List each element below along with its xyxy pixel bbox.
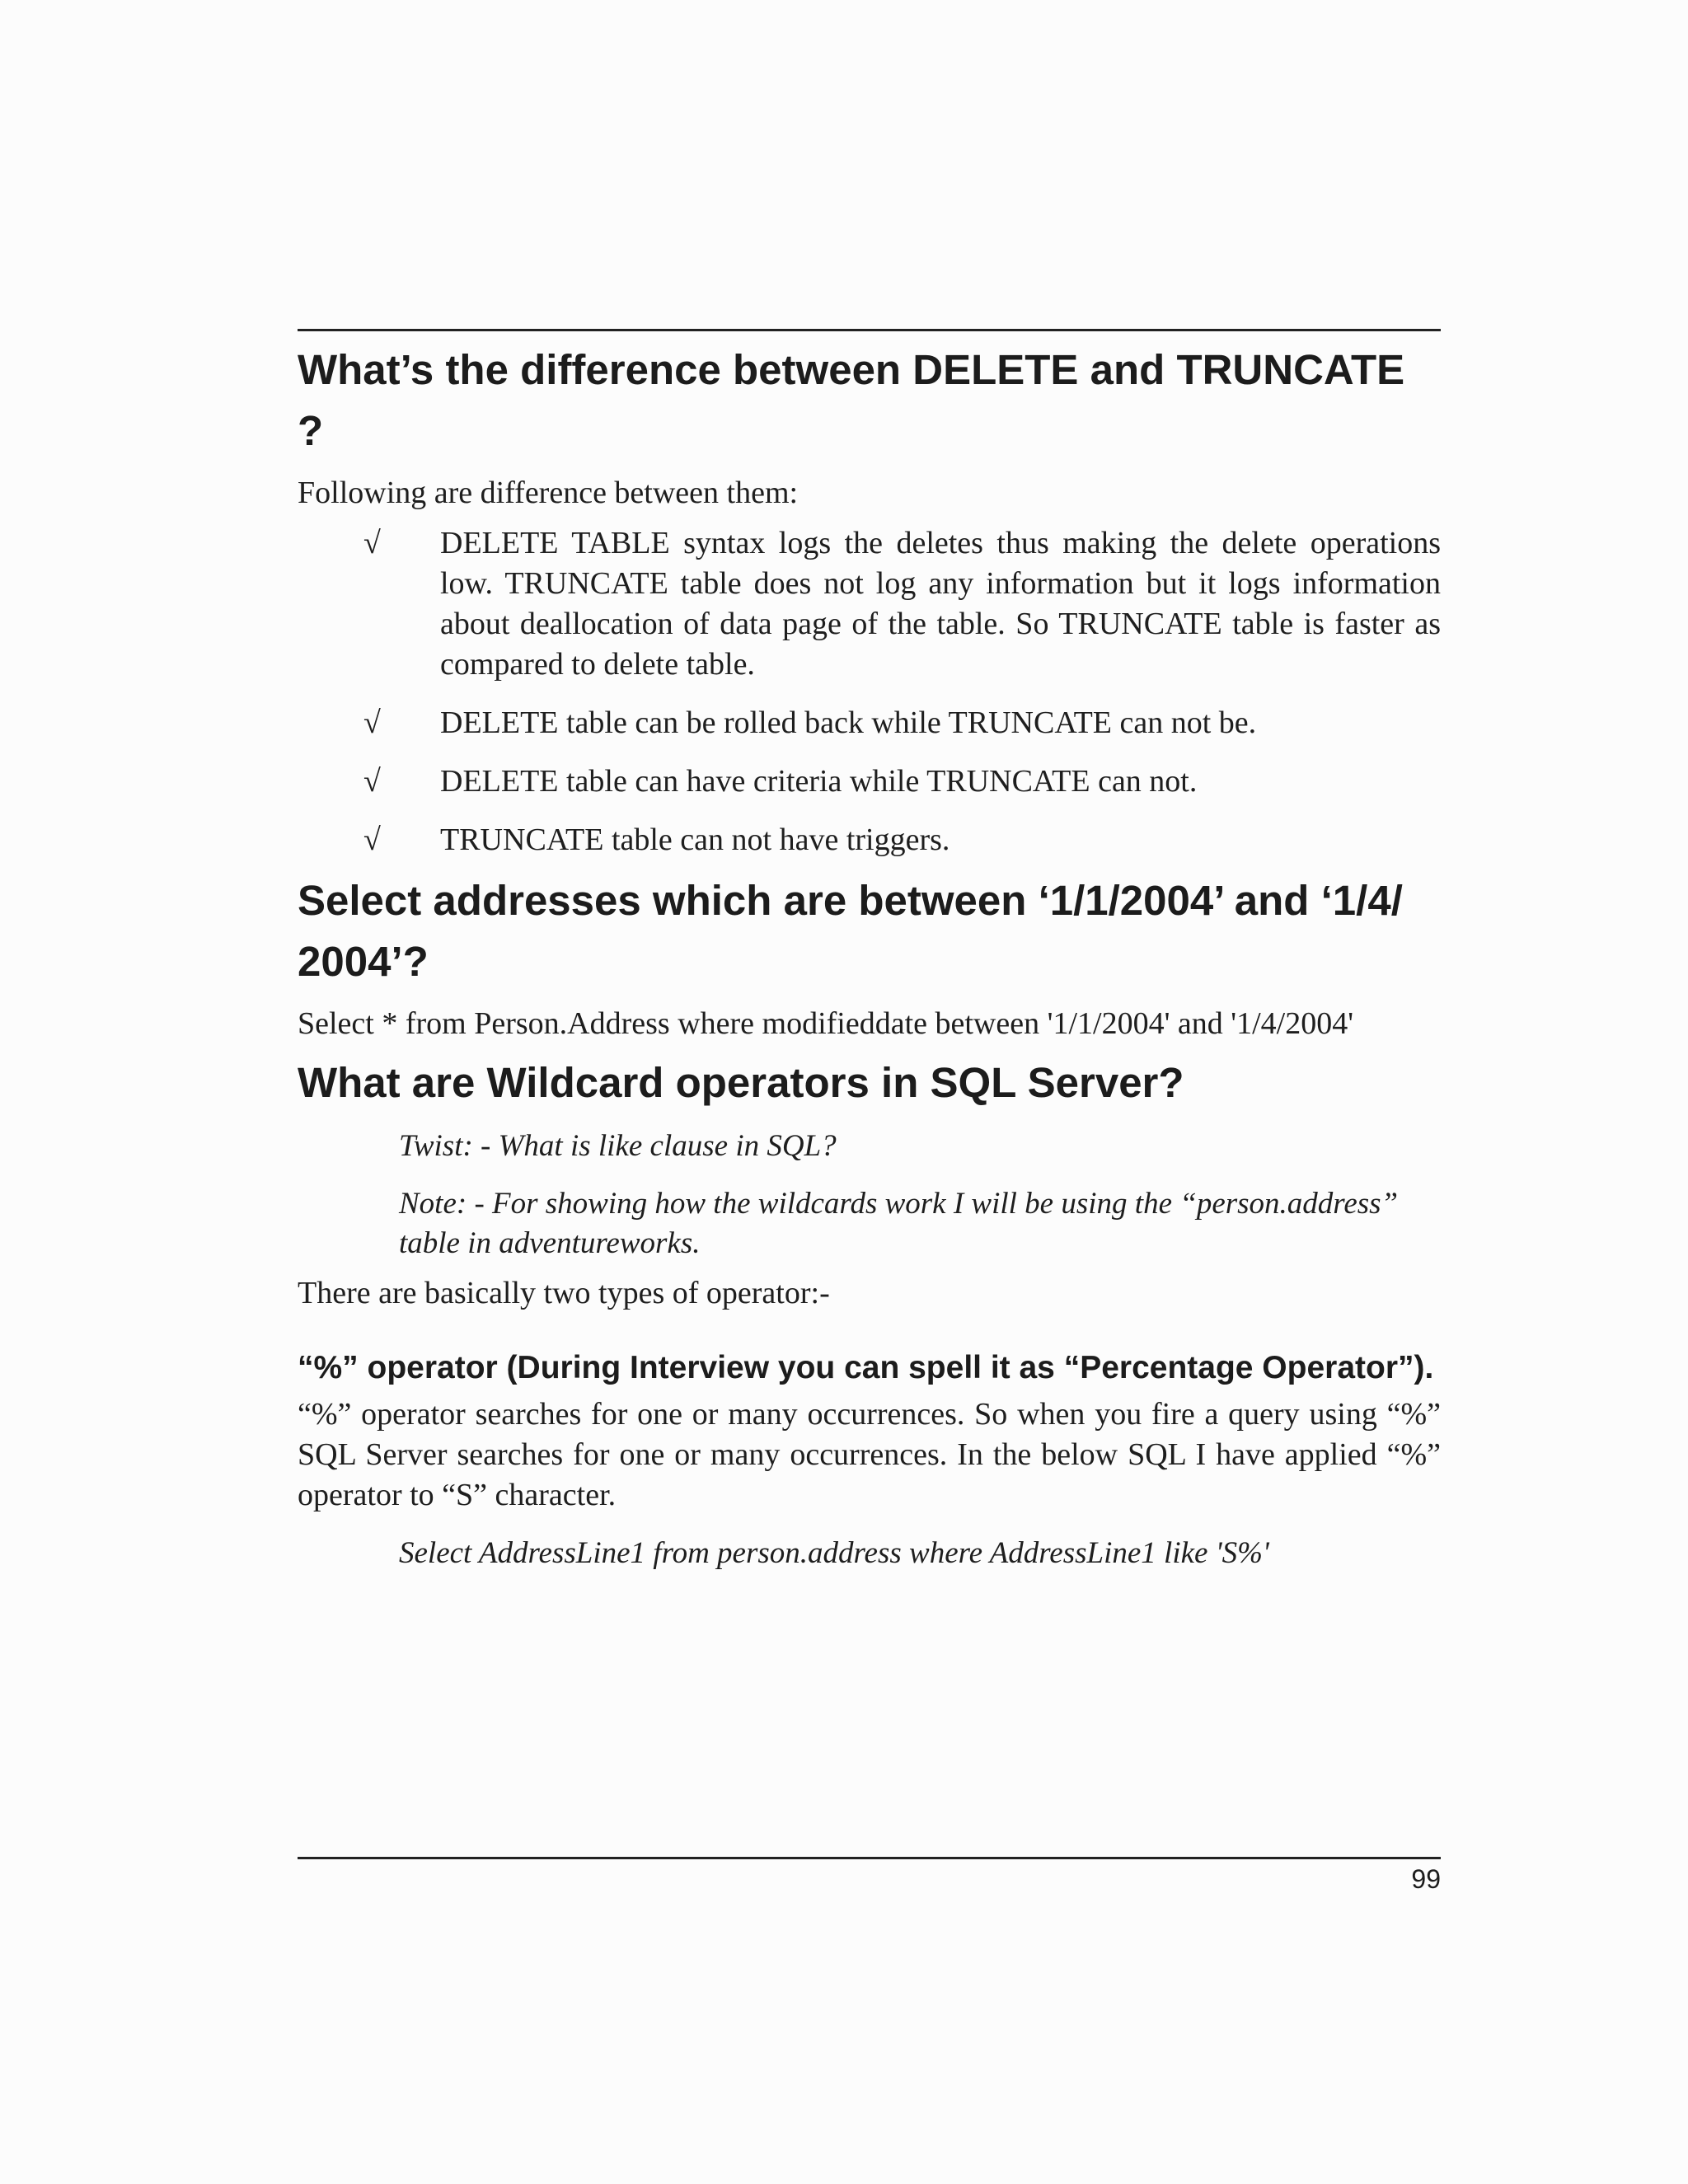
page-footer: [298, 1857, 1441, 1895]
bottom-rule: [298, 1857, 1441, 1859]
check-mark-icon: √: [363, 823, 381, 857]
heading-delete-vs-truncate: What’s the difference between DELETE and TRUNCATE ?: [298, 346, 1405, 454]
difference-list: [298, 523, 1441, 860]
page-number: 99: [1411, 1864, 1441, 1894]
subheading-percent-operator: “%” operator (During Interview you can spell it as “Percentage Operator”).: [298, 1350, 1434, 1385]
list-item: [298, 703, 1441, 743]
bullet-text: DELETE TABLE syntax logs the deletes thus making the delete operations low. TRUNCATE table does not log any information but it logs information about deallocation of data page of the table. So TRUNCATE table is faster as compared to delete table.: [440, 526, 1441, 682]
note-text: Note: - For showing how the wildcards work I will be using the “person.address” table in adventureworks.: [399, 1187, 1399, 1260]
check-mark-icon: √: [363, 526, 381, 560]
heading-wildcard-operators: What are Wildcard operators in SQL Server?: [298, 1059, 1184, 1106]
heading-select-addresses: Select addresses which are between ‘1/1/2004’ and ‘1/4/ 2004’?: [298, 877, 1403, 985]
list-item: [298, 820, 1441, 860]
twist-note: Twist: - What is like clause in SQL?: [399, 1129, 837, 1163]
list-item: [298, 762, 1441, 802]
bullet-text: DELETE table can be rolled back while TRUNCATE can not be.: [440, 705, 1257, 740]
query-select-addresses: Select * from Person.Address where modifieddate between '1/1/2004' and '1/4/2004': [298, 1006, 1354, 1041]
check-mark-icon: √: [363, 764, 381, 799]
check-mark-icon: √: [363, 705, 381, 740]
intro-difference: Following are difference between them:: [298, 476, 799, 510]
top-rule: [298, 329, 1441, 331]
bullet-text: TRUNCATE table can not have triggers.: [440, 823, 950, 857]
book-page: [298, 329, 1441, 1573]
bullet-text: DELETE table can have criteria while TRUNCATE can not.: [440, 764, 1198, 799]
intro-operator-types: There are basically two types of operator:-: [298, 1276, 830, 1310]
example-query: Select AddressLine1 from person.address where AddressLine1 like 'S%': [399, 1536, 1269, 1570]
list-item: [298, 523, 1441, 685]
percent-operator-paragraph: “%” operator searches for one or many occurrences. So when you fire a query using “%” SQL Server searches for one or many occurrences. In the below SQL I have applied “%” operator to “S” character.: [298, 1397, 1441, 1512]
